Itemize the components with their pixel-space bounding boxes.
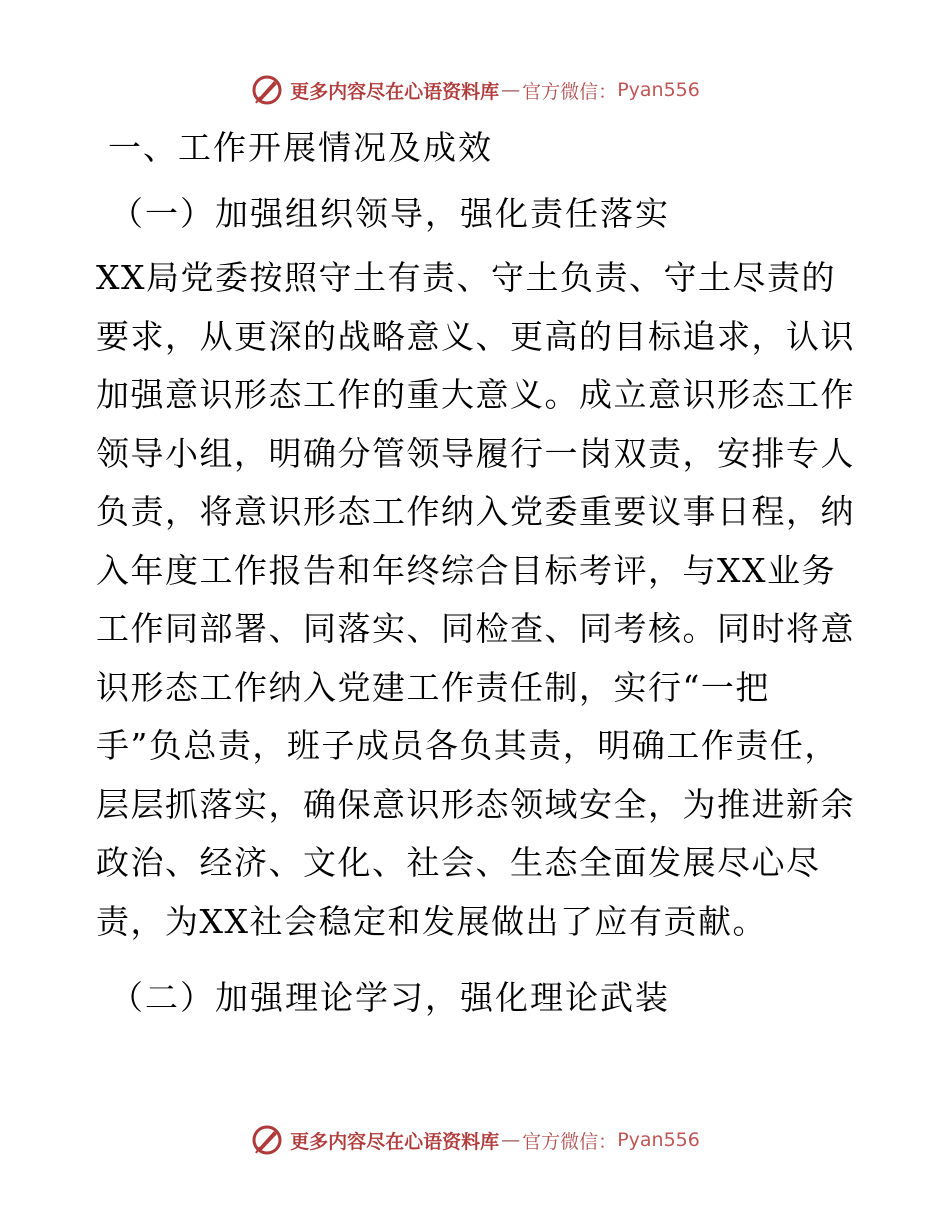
subsection-heading-2: （二）加强理论学习，强化理论武装 <box>110 978 670 1017</box>
quill-logo-icon <box>250 73 284 107</box>
quill-logo-icon <box>250 1123 284 1157</box>
paragraph-line: 要求，从更深的战略意义、更高的目标追求，认识 <box>96 316 855 356</box>
paragraph-line: 领导小组，明确分管领导履行一岗双责，安排专人 <box>96 433 855 473</box>
paragraph-line: 手”负总责，班子成员各负其责，明确工作责任， <box>96 726 839 765</box>
watermark-header <box>0 70 950 110</box>
paragraph-line: 政治、经济、文化、社会、生态全面发展尽心尽 <box>96 843 821 882</box>
watermark-brand: 更多内容尽在心语资料库 <box>290 80 500 103</box>
watermark-label: 官方微信： <box>522 80 618 103</box>
paragraph-line: XX局党委按照守土有责、守土负责、守土尽责的 <box>96 258 836 297</box>
watermark-label: 官方微信： <box>522 1130 618 1153</box>
watermark-brand: 更多内容尽在心语资料库 <box>290 1130 500 1153</box>
watermark-dash: — <box>501 1129 521 1151</box>
paragraph-line: 入年度工作报告和年终综合目标考评，与XX业务 <box>96 550 836 590</box>
watermark-handle: Pyan556 <box>617 79 700 101</box>
paragraph-line: 识形态工作纳入党建工作责任制，实行“一把 <box>96 667 770 707</box>
watermark-dash: — <box>501 79 521 101</box>
paragraph-line: 责，为XX社会稳定和发展做出了应有贡献。 <box>96 901 767 941</box>
watermark-handle: Pyan556 <box>617 1129 700 1151</box>
subsection-heading-1: （一）加强组织领导，强化责任落实 <box>110 194 670 233</box>
section-heading: 一、工作开展情况及成效 <box>108 128 493 167</box>
paragraph-line: 层层抓落实，确保意识形态领域安全，为推进新余 <box>96 784 855 824</box>
paragraph-line: 加强意识形态工作的重大意义。成立意识形态工作 <box>96 375 855 414</box>
paragraph-line: 工作同部署、同落实、同检查、同考核。同时将意 <box>96 609 855 648</box>
watermark-footer <box>0 1120 950 1160</box>
body-paragraph <box>96 249 856 951</box>
document-body <box>96 125 856 1021</box>
paragraph-line: 负责，将意识形态工作纳入党委重要议事日程，纳 <box>96 492 855 531</box>
